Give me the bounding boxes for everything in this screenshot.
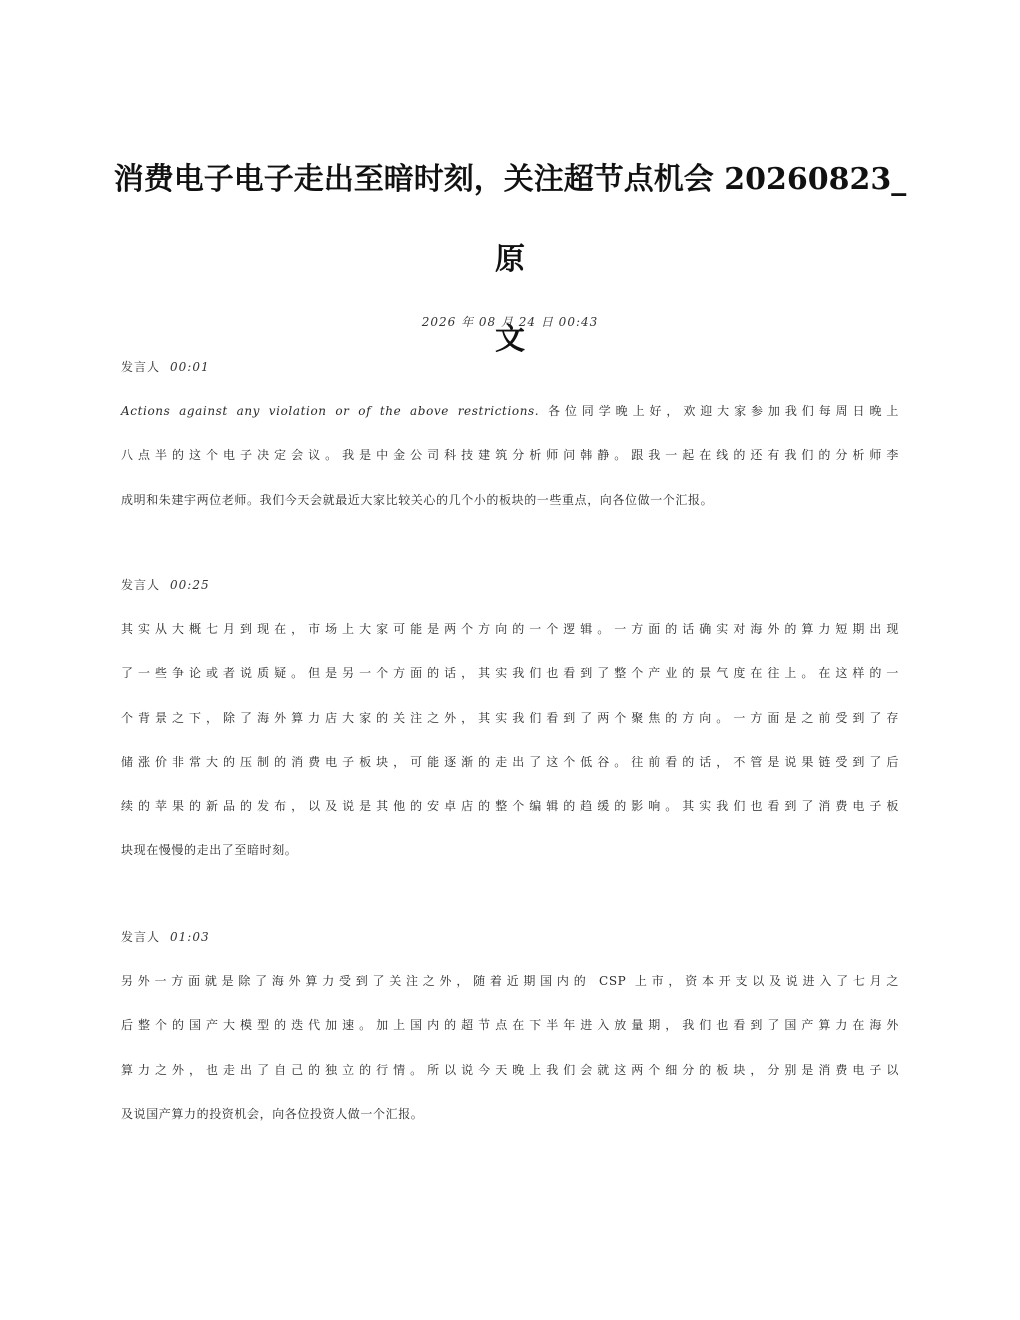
paragraph-line: 储涨价非常大的压制的消费电子板块，可能逐渐的走出了这个低谷。往前看的话，不管是说果链受到了后 <box>121 754 899 769</box>
speaker-timestamp: 00:25 <box>170 578 210 592</box>
paragraph-line: 成明和朱建宇两位老师。我们今天会就最近大家比较关心的几个小的板块的一些重点，向各位做一个汇报。 <box>121 492 714 507</box>
english-phrase: Actions against any violation or of the above restrictions. <box>121 404 540 418</box>
speaker-timestamp: 00:01 <box>170 360 210 374</box>
paragraph-line: 其实从大概七月到现在，市场上大家可能是两个方向的一个逻辑。一方面的话确实对海外的算力短期出现 <box>121 622 899 636</box>
speaker-label: 发言人 <box>121 360 161 374</box>
speaker-label: 发言人 <box>121 930 161 944</box>
paragraph-line: 后整个的国产大模型的迭代加速。加上国内的超节点在下半年进入放量期，我们也看到了国产算力在海外 <box>121 1018 899 1033</box>
transcript-section-2 <box>121 575 899 873</box>
paragraph-line: 个背景之下，除了海外算力店大家的关注之外，其实我们看到了两个聚焦的方向。一方面是之前受到了存 <box>121 710 899 725</box>
document-date: 2026 年 08 月 24 日 00:43 <box>421 315 599 329</box>
transcript-paragraph <box>121 389 899 522</box>
paragraph-line: 算力之外，也走出了自己的独立的行情。所以说今天晚上我们会就这两个细分的板块，分别是消费电子以 <box>121 1062 899 1077</box>
paragraph-line: 及说国产算力的投资机会，向各位投资人做一个汇报。 <box>121 1106 424 1121</box>
speaker-label: 发言人 <box>121 578 161 592</box>
paragraph-line: 另外一方面就是除了海外算力受到了关注之外，随着近期国内的 CSP 上市，资本开支以及说进入了七月之 <box>121 974 899 988</box>
speaker-header <box>121 357 899 377</box>
document-title <box>110 140 910 380</box>
paragraph-line: 块现在慢慢的走出了至暗时刻。 <box>121 843 298 858</box>
paragraph-line: Actions against any violation or of the above restrictions. 各位同学晚上好，欢迎大家参加我们每周日晚上 <box>121 404 899 418</box>
speaker-header <box>121 575 899 595</box>
transcript-paragraph <box>121 959 899 1136</box>
title-line-2: 文 <box>495 322 525 357</box>
speaker-timestamp: 01:03 <box>170 930 210 944</box>
transcript-section-3 <box>121 927 899 1136</box>
transcript-paragraph <box>121 607 899 873</box>
paragraph-line: 续的苹果的新品的发布，以及说是其他的安卓店的整个编辑的趋缓的影响。其实我们也看到了消费电子板 <box>121 799 899 814</box>
speaker-header <box>121 927 899 947</box>
transcript-section-1 <box>121 357 899 522</box>
paragraph-line: 了一些争论或者说质疑。但是另一个方面的话，其实我们也看到了整个产业的景气度在往上。在这样的一 <box>121 666 899 681</box>
paragraph-line: 八点半的这个电子决定会议。我是中金公司科技建筑分析师问韩静。跟我一起在线的还有我们的分析师李 <box>121 448 899 463</box>
title-line-1: 消费电子电子走出至暗时刻，关注超节点机会 20260823_原 <box>113 162 907 277</box>
